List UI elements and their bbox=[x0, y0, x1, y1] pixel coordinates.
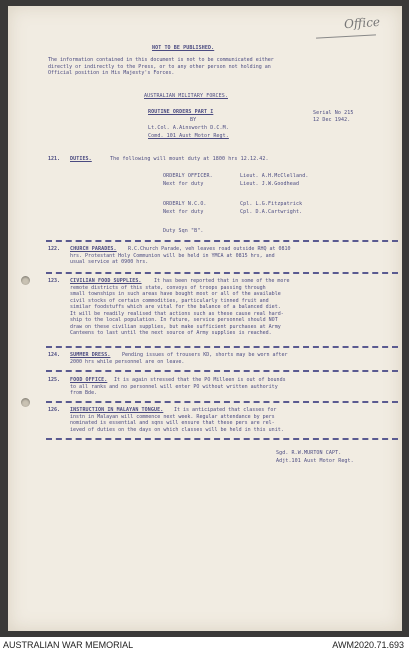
section-divider bbox=[46, 438, 398, 440]
item-line: instn in Malayan will commence next week. Regular attendance by pers bbox=[70, 413, 275, 420]
archive-reference: AWM2020.71.693 bbox=[332, 640, 404, 650]
section-divider bbox=[46, 370, 398, 372]
handwritten-underline bbox=[316, 34, 376, 38]
item-body bbox=[70, 377, 286, 397]
item-number: 123. bbox=[48, 278, 61, 284]
force-title: AUSTRALIAN MILITARY FORCES. bbox=[144, 93, 228, 99]
item-line: 2000 hrs while personnel are on leave. bbox=[70, 358, 185, 365]
document-page bbox=[8, 6, 402, 631]
item-line: It will be readily realised that actions such as these cause real hard- bbox=[70, 310, 284, 317]
item-line: from Bde. bbox=[70, 390, 98, 396]
item-line: civil stocks of certain commodities, particularly tinned fruit and bbox=[70, 297, 269, 304]
commanding-officer: Lt.Col. A.Ainsworth D.C.M. bbox=[148, 125, 229, 131]
item-heading: CIVILIAN FOOD SUPPLIES. bbox=[70, 278, 142, 284]
signature-role: Adjt.101 Aust Motor Regt. bbox=[276, 458, 354, 464]
section-divider bbox=[46, 240, 398, 242]
punch-hole bbox=[21, 276, 30, 285]
item-line: It is anticipated that classes for bbox=[174, 407, 277, 413]
orders-by: BY bbox=[190, 117, 197, 123]
section-divider bbox=[46, 272, 398, 274]
order-date: 12 Dec 1942. bbox=[313, 117, 351, 123]
section-divider bbox=[46, 401, 398, 403]
item-line: ieved of duties on the days on which classes will be held in this unit. bbox=[70, 426, 284, 433]
duty-person: Cpl. L.G.Fitzpatrick bbox=[240, 201, 303, 207]
item-line: It has been reported that in some of the more bbox=[154, 278, 290, 284]
item-body bbox=[70, 407, 284, 433]
item-line: usual service at 0900 hrs. bbox=[70, 259, 149, 265]
item-line: draw on these civilian supplies, but make sufficient purchases at Army bbox=[70, 323, 281, 330]
item-line: hrs. Protestant Holy Communion will be held in YMCA at 0815 hrs, and bbox=[70, 252, 275, 259]
item-line: Pending issues of trousers KD, shorts may be worn after bbox=[122, 352, 288, 358]
item-number: 124. bbox=[48, 352, 61, 358]
archive-footer bbox=[0, 637, 409, 653]
warning-line: The information contained in this document is not to be communicated either bbox=[48, 57, 274, 63]
item-line: remote districts of this state, convoys of troops passing through bbox=[70, 284, 266, 291]
punch-hole bbox=[21, 398, 30, 407]
item-line: R.C.Church Parade, veh leaves road outside RHQ at 0810 bbox=[128, 246, 291, 252]
item-number: 121. bbox=[48, 156, 61, 162]
item-line: similar foodstuffs which are vital for the balance of a balanced diet. bbox=[70, 304, 281, 310]
item-heading: FOOD OFFICE. bbox=[70, 377, 108, 383]
item-number: 125. bbox=[48, 377, 61, 383]
item-line: It is again stressed that the PO Milleen is out of bounds bbox=[114, 377, 286, 383]
classification-heading: NOT TO BE PUBLISHED. bbox=[152, 45, 215, 51]
item-body bbox=[70, 352, 288, 365]
item-line: Canteens to last until the next source of Army supplies is reached. bbox=[70, 330, 272, 336]
security-warning bbox=[48, 57, 274, 77]
duty-role: ORDERLY OFFICER. bbox=[163, 173, 213, 179]
item-heading: SUMMER DRESS. bbox=[70, 352, 111, 358]
duty-role: ORDERLY N.C.O. bbox=[163, 201, 207, 207]
warning-line: Official position in His Majesty's Forces. bbox=[48, 70, 175, 76]
item-line: small townships in such areas have bought most or all of the available bbox=[70, 291, 281, 297]
serial-number: Serial No 215 bbox=[313, 110, 354, 116]
item-line: ship to the local population. In future, service personnel should NOT bbox=[70, 317, 278, 323]
item-line: nominated is essential and sqns will ensure that these pers are rel- bbox=[70, 420, 275, 426]
duty-role: Next for duty bbox=[163, 181, 204, 187]
item-number: 122. bbox=[48, 246, 61, 252]
item-heading: INSTRUCTION IN MALAYAN TONGUE. bbox=[70, 407, 164, 413]
item-text: The following will mount duty at 1800 hrs 12.12.42. bbox=[110, 156, 269, 162]
duty-person: Lieut. A.H.McClelland. bbox=[240, 173, 309, 179]
duty-person: Cpl. D.A.Cartwright. bbox=[240, 209, 303, 215]
duty-role: Next for duty bbox=[163, 209, 204, 215]
unit-command: Comd. 101 Aust Motor Regt. bbox=[148, 133, 229, 139]
item-number: 126. bbox=[48, 407, 61, 413]
handwritten-note: Office bbox=[343, 14, 381, 32]
item-heading: CHURCH PARADES. bbox=[70, 246, 117, 252]
item-line: to all ranks and no personnel will enter PO without written authority bbox=[70, 383, 278, 390]
item-body bbox=[70, 278, 289, 337]
orders-title: ROUTINE ORDERS PART I bbox=[148, 109, 214, 115]
item-body bbox=[70, 246, 291, 266]
duty-squadron: Duty Sqn "B". bbox=[163, 228, 204, 234]
warning-line: directly or indirectly to the Press, or to any other person not holding an bbox=[48, 63, 271, 70]
signature-name: Sgd. R.W.MURTON CAPT. bbox=[276, 450, 342, 456]
duty-person: Lieut. J.W.Goodhead bbox=[240, 181, 300, 187]
section-divider bbox=[46, 346, 398, 348]
item-heading: DUTIES. bbox=[70, 156, 92, 162]
archive-name: AUSTRALIAN WAR MEMORIAL bbox=[3, 640, 134, 650]
